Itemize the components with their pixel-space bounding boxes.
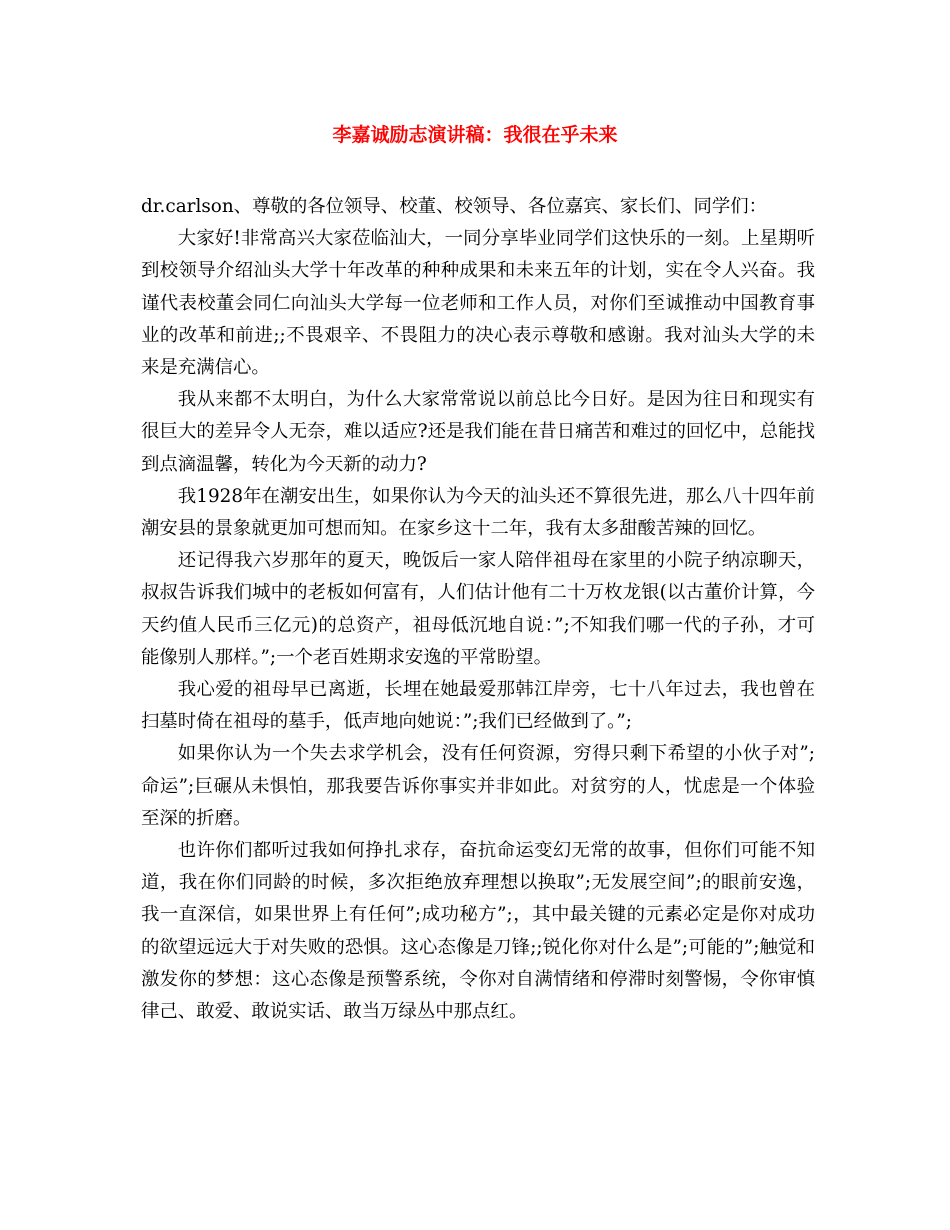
paragraph-past-vs-present: 我从来都不太明白，为什么大家常常说以前总比今日好。是因为往日和现实有很巨大的差异令人无奈，难以适应?还是我们能在昔日痛苦和难过的回忆中，总能找到点滴温馨，转化为今天新的动力?	[141, 389, 815, 475]
document-title: 李嘉诚励志演讲稿：我很在乎未来	[332, 124, 618, 146]
paragraph-success-secret: 也许你们都听过我如何挣扎求存，奋抗命运变幻无常的故事，但你们可能不知道，我在你们同龄的时候，多次拒绝放弃理想以换取”;无发展空间”;的眼前安逸，我一直深信，如果世界上有任何”;成功秘方”;，其中最关键的元素必定是你对成功的欲望远远大于对失败的恐惧。这心态像是刀锋;;锐化你对什么是”;可能的”;触觉和激发你的梦想：这心态像是预警系统，令你对自满情绪和停滞时刻警惕，令你审慎律己、敢爱、敢说实话、敢当万绿丛中那点红。	[141, 840, 815, 1023]
salutation-line: dr.carlson、尊敬的各位领导、校董、校领导、各位嘉宾、家长们、同学们：	[141, 196, 768, 217]
paragraph-grandmother-memory: 还记得我六岁那年的夏天，晚饭后一家人陪伴祖母在家里的小院子纳凉聊天，叔叔告诉我们城中的老板如何富有，人们估计他有二十万枚龙银(以古董价计算，今天约值人民币三亿元)的总资产，祖母低沉地自说：”;不知我们哪一代的子孙，才可能像别人那样。”;一个老百姓期求安逸的平常盼望。	[141, 550, 815, 668]
paragraph-grandmother-grave: 我心爱的祖母早已离逝，长埋在她最爱那韩江岸旁，七十八年过去，我也曾在扫墓时倚在祖母的墓手，低声地向她说：”;我们已经做到了。”;	[141, 679, 815, 733]
paragraph-birthplace: 我1928年在潮安出生，如果你认为今天的汕头还不算很先进，那么八十四年前潮安县的景象就更加可想而知。在家乡这十二年，我有太多甜酸苦辣的回忆。	[141, 485, 815, 540]
paragraph-poverty: 如果你认为一个失去求学机会，没有任何资源，穷得只剩下希望的小伙子对”;命运”;巨碾从未惧怕，那我要告诉你事实并非如此。对贫穷的人，忧虑是一个体验至深的折磨。	[141, 743, 815, 829]
document-body	[141, 191, 815, 1028]
paragraph-greeting: 大家好!非常高兴大家莅临汕大，一同分享毕业同学们这快乐的一刻。上星期听到校领导介绍汕头大学十年改革的种种成果和未来五年的计划，实在令人兴奋。我谨代表校董会同仁向汕头大学每一位老师和工作人员，对你们至诚推动中国教育事业的改革和前进;;不畏艰辛、不畏阻力的决心表示尊敬和感谢。我对汕头大学的未来是充满信心。	[141, 228, 815, 379]
